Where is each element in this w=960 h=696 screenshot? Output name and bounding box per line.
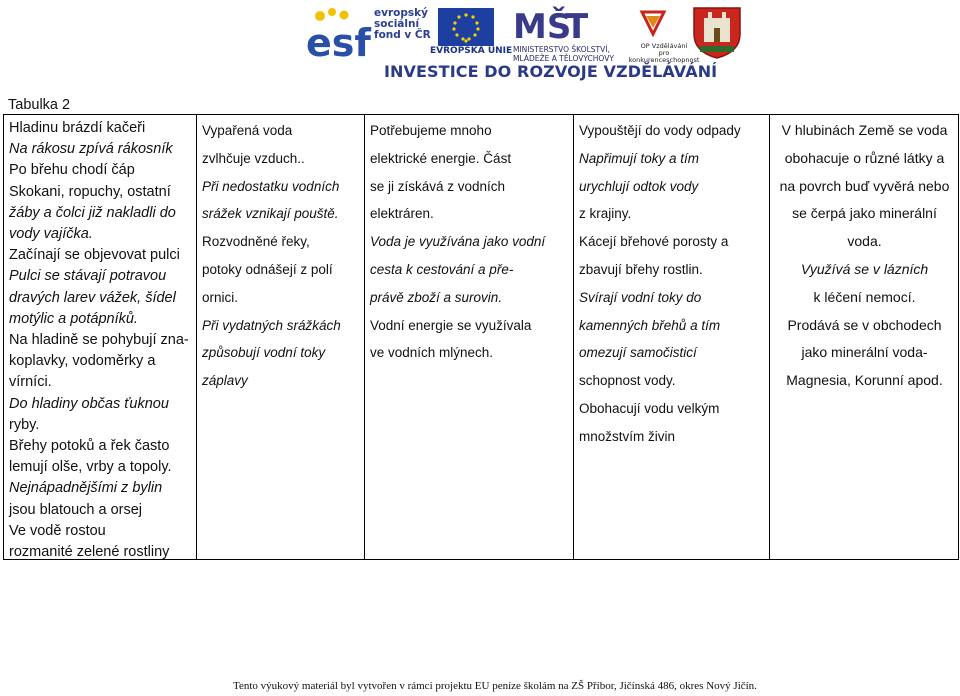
svg-text:esf: esf xyxy=(306,21,371,58)
eu-flag-icon xyxy=(438,8,494,46)
footer-note: Tento výukový materiál byl vytvořen v rámci projektu EU peníze školám na ZŠ Příbor, Jičínská 486, okres Nový Jičín. xyxy=(233,680,757,692)
table-line: vírníci. xyxy=(9,374,52,391)
table-line: na povrch buď vyvěrá nebo xyxy=(779,177,950,194)
table-line: Ve vodě rostou xyxy=(9,522,106,539)
table-line: záplavy xyxy=(202,373,248,389)
table-line: jako minerální voda- xyxy=(801,344,928,361)
table-line: kamenných břehů a tím xyxy=(579,317,721,333)
svg-text:T: T xyxy=(565,7,589,46)
column-nature xyxy=(4,115,197,560)
column-human-impact xyxy=(574,115,770,560)
table-line: V hlubinách Země se voda xyxy=(781,122,948,138)
column-text xyxy=(197,115,364,399)
table-line: Hladinu brázdí kačeři xyxy=(9,120,146,136)
table-line: Nejnápadnějšími z bylin xyxy=(9,480,163,497)
table-line: Na rákosu zpívá rákosník xyxy=(9,141,173,158)
table-line: Magnesia, Korunní apod. xyxy=(786,372,943,389)
table-line: voda. xyxy=(847,233,882,250)
msmt-logo-text: MINISTERSTVO ŠKOLSTVÍ, MLÁDEŽE A TĚLOVÝCHOVY xyxy=(513,45,614,63)
table-line: Vodní energie se využívala xyxy=(370,317,532,333)
table-caption: Tabulka 2 xyxy=(8,97,71,113)
table-line: zvlhčuje vzduch.. xyxy=(202,150,305,166)
table-line: Napřimují toky a tím xyxy=(579,150,700,166)
table-line: vody vajíčka. xyxy=(9,226,93,243)
table-line: motýlic a potápníků. xyxy=(9,310,138,327)
table-line: se ji získává z vodních xyxy=(370,178,506,194)
column-text xyxy=(770,115,958,399)
table-line: Do hladiny občas ťuknou xyxy=(9,395,169,412)
svg-text:MŠ: MŠ xyxy=(513,7,572,46)
table-line: Svírají vodní toky do xyxy=(579,289,702,305)
table-line: Při nedostatku vodních xyxy=(202,178,340,194)
op-logo-icon xyxy=(636,6,670,40)
table-line: srážek vznikají pouště. xyxy=(202,206,339,222)
table-line: se čerpá jako minerální xyxy=(792,205,937,222)
table-line: k léčení nemocí. xyxy=(813,288,916,305)
table-line: Při vydatných srážkách xyxy=(202,317,341,333)
esf-logo-icon xyxy=(306,6,372,58)
table-line: koplavky, vodoměrky a xyxy=(9,353,156,370)
table-line: Na hladině se pohybují zna- xyxy=(9,332,189,349)
table-line: Potřebujeme mnoho xyxy=(370,123,492,138)
table-line: lemují olše, vrby a topoly. xyxy=(9,459,172,476)
column-text xyxy=(574,115,769,455)
table-line: rozmanité zelené rostliny xyxy=(9,544,170,561)
table-line: schopnost vody. xyxy=(579,373,676,389)
table-line: Rozvodněné řeky, xyxy=(202,234,310,250)
slogan: INVESTICE DO ROZVOJE VZDĚLÁVÁNÍ xyxy=(384,62,718,81)
table-line: elektráren. xyxy=(370,206,434,222)
table-line: potoky odnášejí z polí xyxy=(202,261,333,277)
op-logo-text: OP Vzdělávání pro konkurenceschopnost xyxy=(628,42,700,64)
table-line: ornici. xyxy=(202,289,239,305)
table-line: Vypařená voda xyxy=(202,123,293,138)
table-line: omezují samočisticí xyxy=(579,345,697,361)
table-line: jsou blatouch a orsej xyxy=(9,501,142,518)
table-line: žáby a čolci již nakladli do xyxy=(9,204,176,221)
crest-icon xyxy=(690,4,744,60)
content-table xyxy=(3,114,959,560)
table-row xyxy=(4,115,959,560)
msmt-logo-icon xyxy=(513,4,591,46)
table-line: ryby. xyxy=(9,416,40,433)
table-line: množstvím živin xyxy=(579,428,676,444)
table-line: cesta k cestování a pře- xyxy=(370,261,514,277)
column-energy xyxy=(365,115,574,560)
table-line: Vypouštějí do vody odpady xyxy=(579,123,741,138)
table-line: způsobují vodní toky xyxy=(202,345,326,361)
table-line: z krajiny. xyxy=(579,206,632,222)
table-line: Po břehu chodí čáp xyxy=(9,162,135,179)
column-text xyxy=(365,115,573,371)
table-line: ve vodních mlýnech. xyxy=(370,345,494,361)
logo-bar xyxy=(0,0,960,88)
table-line: Prodává se v obchodech xyxy=(787,316,942,333)
table-line: Kácejí břehové porosty a xyxy=(579,234,729,250)
table-line: Břehy potoků a řek často xyxy=(9,438,170,455)
eu-logo-text: EVROPSKÁ UNIE xyxy=(430,46,513,56)
table-line: Obohacují vodu velkým xyxy=(579,400,720,416)
table-line: urychlují odtok vody xyxy=(579,178,699,194)
column-text xyxy=(4,115,196,559)
column-mineral-water xyxy=(770,115,959,560)
table-line: Skokani, ropuchy, ostatní xyxy=(9,183,171,200)
table-line: zbavují břehy rostlin. xyxy=(579,261,703,277)
table-line: Využívá se v lázních xyxy=(800,260,929,277)
table-line: právě zboží a surovin. xyxy=(370,289,503,305)
table-line: Začínají se objevovat pulci xyxy=(9,247,180,264)
table-line: Pulci se stávají potravou xyxy=(9,268,167,285)
table-line: Voda je využívána jako vodní xyxy=(370,234,546,250)
esf-logo-text: evropský sociální fond v ČR xyxy=(374,7,431,41)
table-line: obohacuje o různé látky a xyxy=(784,149,945,166)
column-climate xyxy=(197,115,365,560)
table-line: elektrické energie. Část xyxy=(370,150,512,166)
table-line: dravých larev vážek, šídel xyxy=(9,289,176,306)
